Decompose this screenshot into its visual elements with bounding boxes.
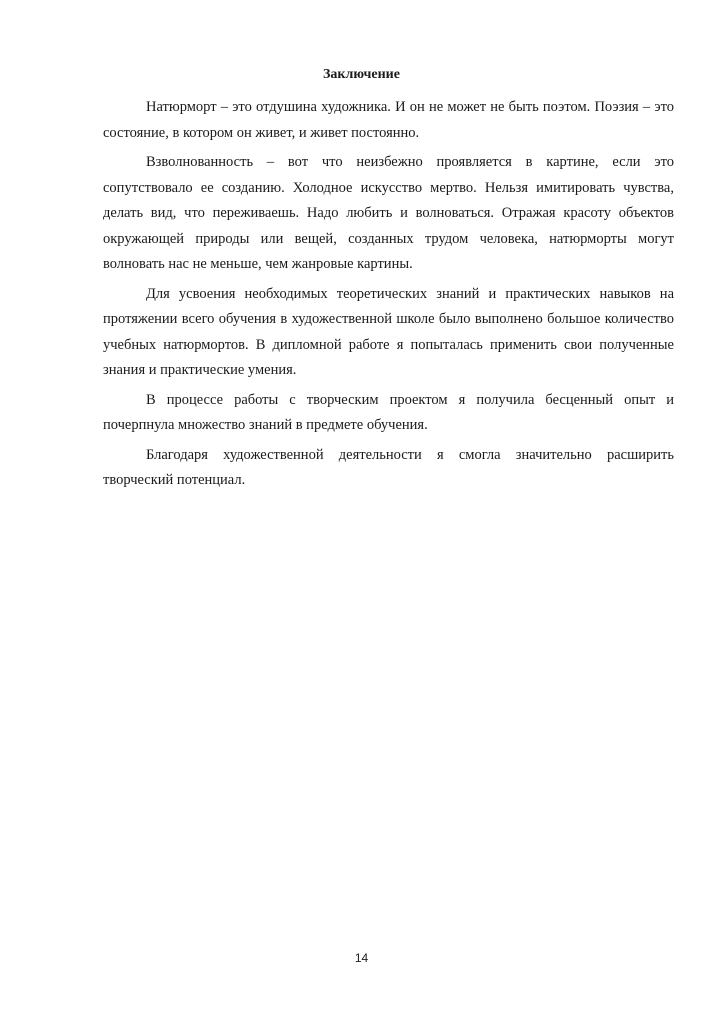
paragraph: Для усвоения необходимых теоретических знаний и практических навыков на протяжении всего обучения в художественной школе было выполнено большое количество учебных натюрмортов. В дипломной работе я попыталась применить свои полученные знания и практические умения. bbox=[103, 285, 674, 378]
body-text bbox=[103, 95, 674, 498]
paragraph: Взволнованность – вот что неизбежно проявляется в картине, если это сопутствовало ее созданию. Холодное искусство мертво. Нельзя имитировать чувства, делать вид, что переживаешь. Надо любить и волноваться. Отражая красоту объектов окружающей природы или вещей, созданных трудом человека, натюрморты могут волновать нас не меньше, чем жанровые картины. bbox=[103, 154, 674, 272]
paragraph: Натюрморт – это отдушина художника. И он не может не быть поэтом. Поэзия – это состояние, в котором он живет, и живет постоянно. bbox=[103, 99, 674, 141]
page-number: 14 bbox=[354, 951, 369, 965]
section-heading: Заключение bbox=[323, 67, 400, 82]
paragraph: Благодаря художественной деятельности я смогла значительно расширить творческий потенциал. bbox=[103, 446, 674, 488]
paragraph: В процессе работы с творческим проектом я получила бесценный опыт и почерпнула множество знаний в предмете обучения. bbox=[103, 391, 674, 433]
